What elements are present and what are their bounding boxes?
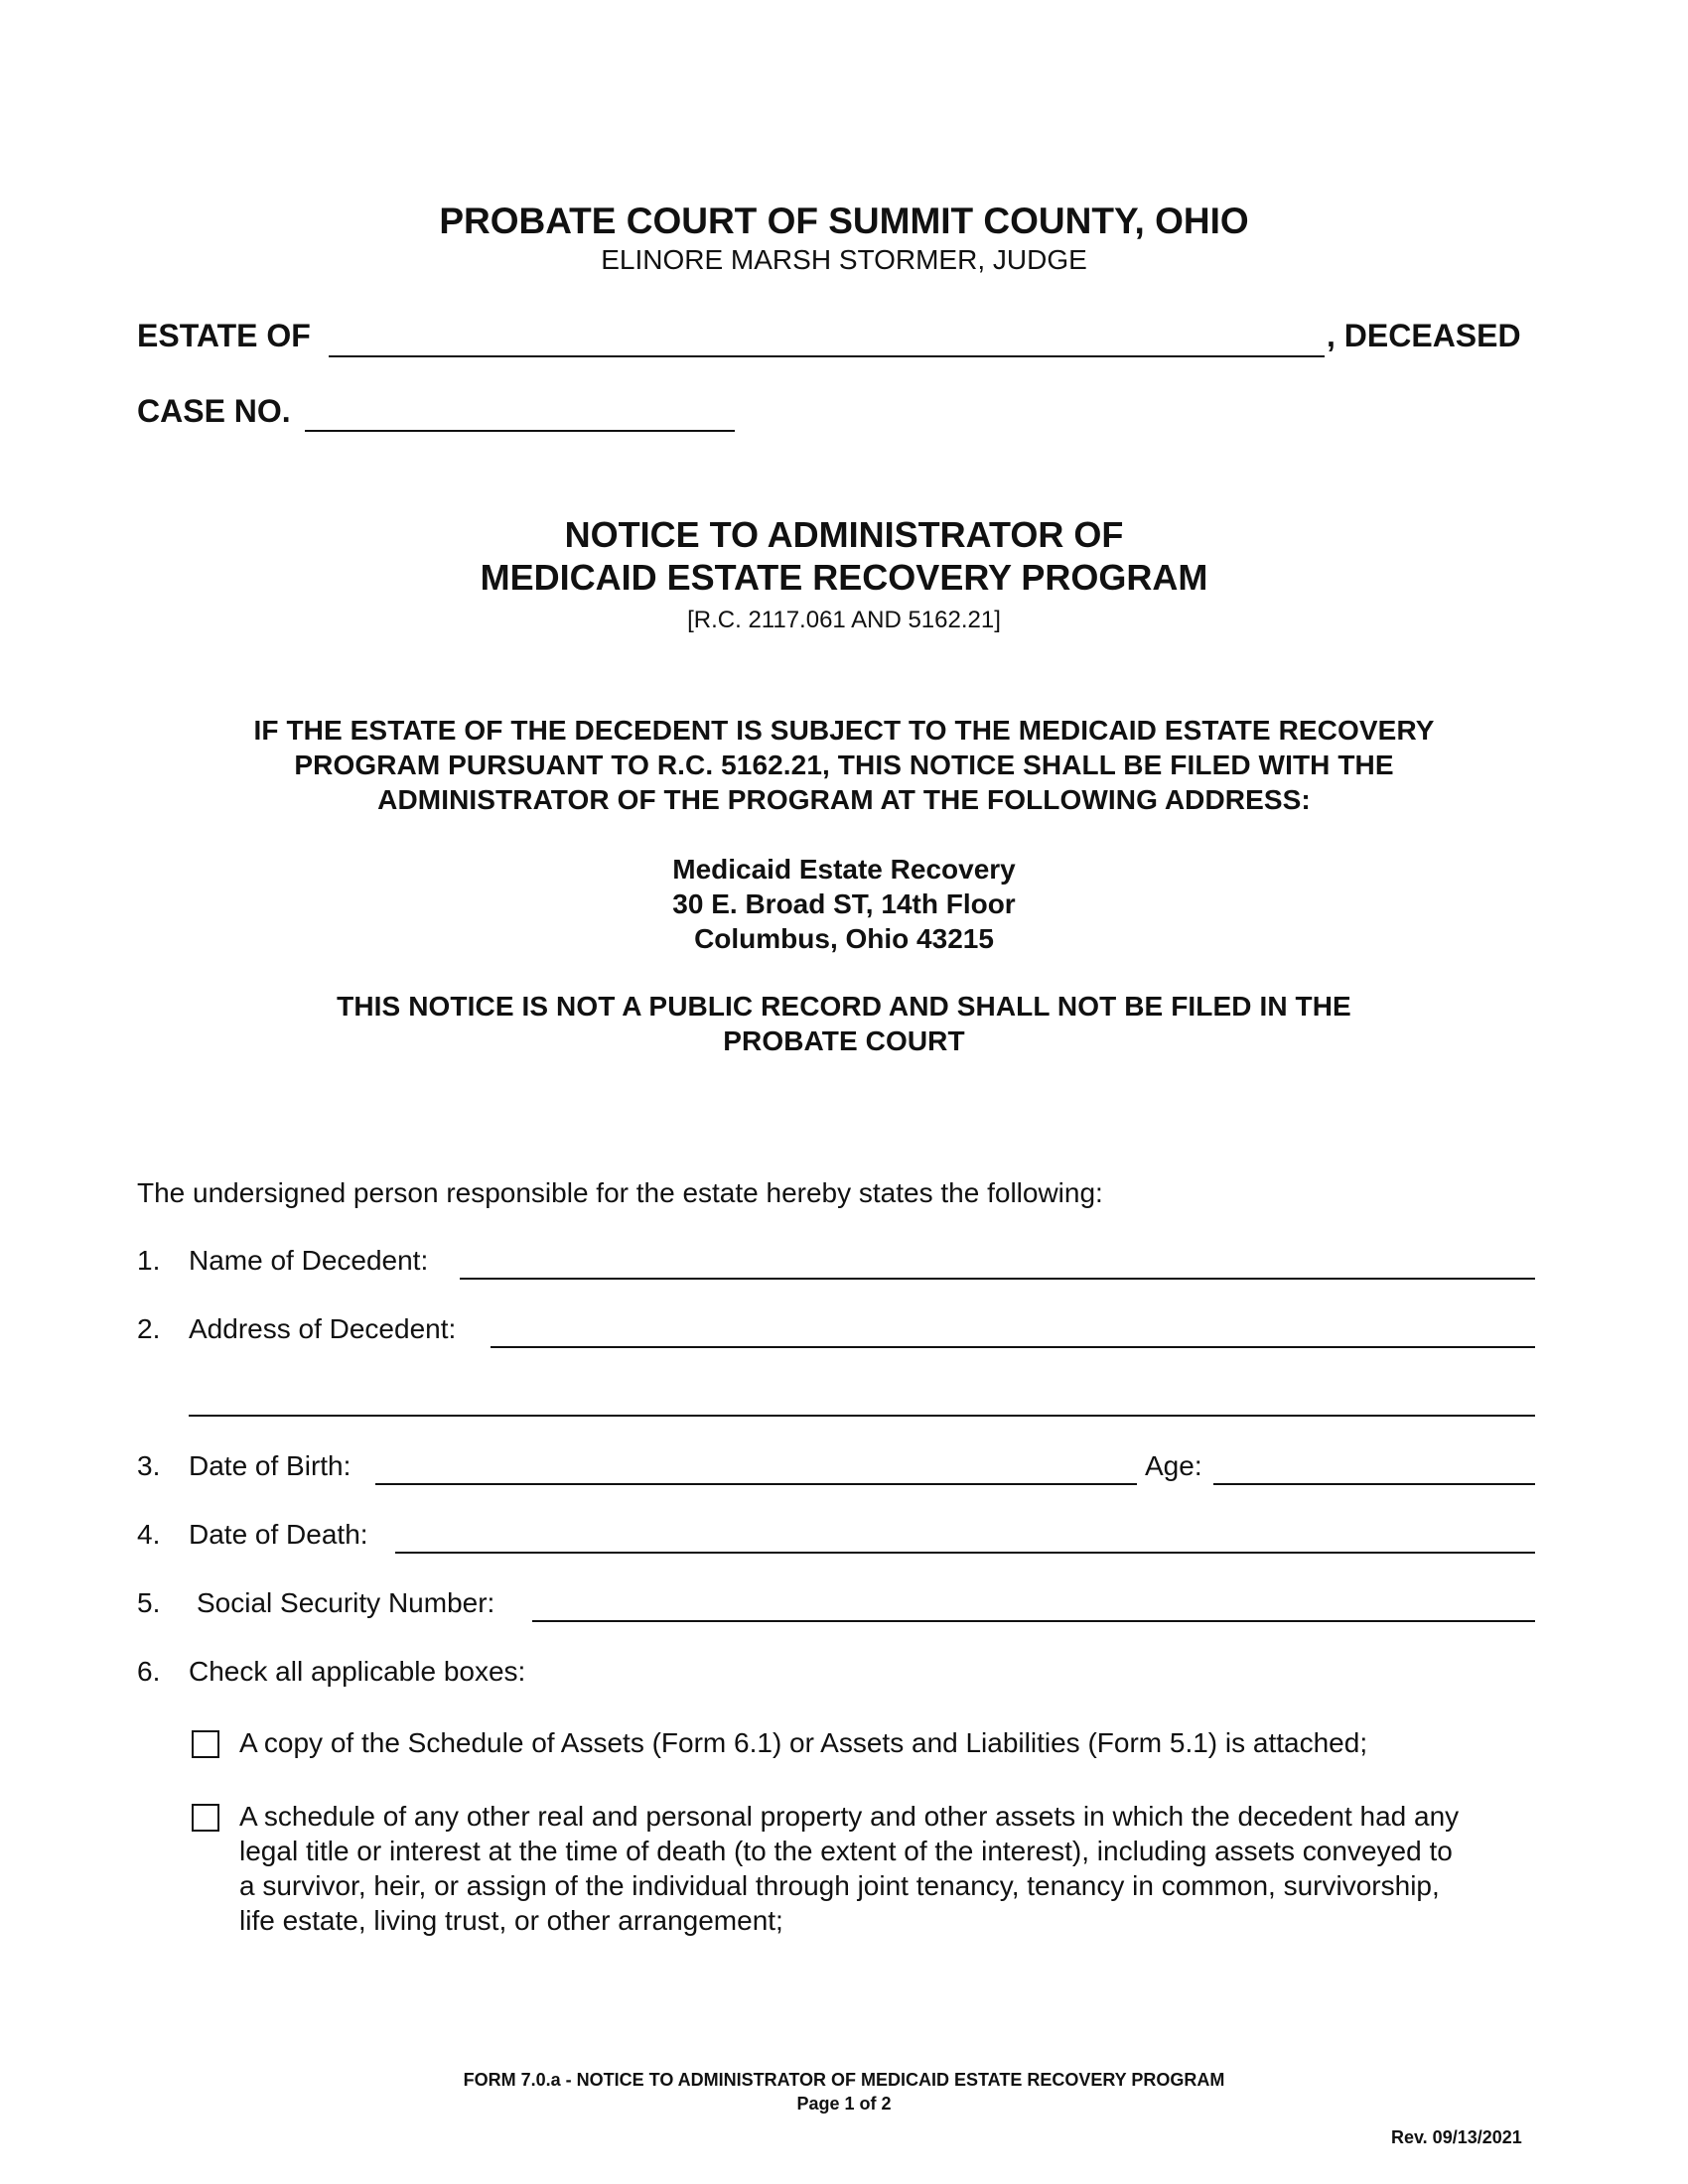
- deceased-label: , DECEASED: [1327, 318, 1521, 353]
- notice-title-line1: NOTICE TO ADMINISTRATOR OF: [564, 514, 1124, 555]
- case-no-field[interactable]: [305, 430, 735, 432]
- statement-intro: The undersigned person responsible for the estate hereby states the following:: [137, 1177, 1103, 1208]
- social-security-field[interactable]: [532, 1620, 1535, 1622]
- date-of-death-field[interactable]: [395, 1552, 1535, 1554]
- other-assets-text-line4: life estate, living trust, or other arrangement;: [239, 1905, 783, 1936]
- court-title: PROBATE COURT OF SUMMIT COUNTY, OHIO: [439, 201, 1249, 241]
- judge-name: ELINORE MARSH STORMER, JUDGE: [601, 244, 1087, 275]
- not-public-line2: PROBATE COURT: [723, 1025, 965, 1056]
- address-name: Medicaid Estate Recovery: [672, 854, 1016, 885]
- other-assets-text-line2: legal title or interest at the time of death (to the extent of the interest), including assets conveyed to: [239, 1836, 1453, 1866]
- other-assets-text-line3: a survivor, heir, or assign of the individual through joint tenancy, tenancy in common, survivorship,: [239, 1870, 1440, 1901]
- other-assets-text-line1: A schedule of any other real and personal property and other assets in which the decedent had any: [239, 1801, 1460, 1832]
- item-3-number: 3.: [137, 1450, 161, 1481]
- date-of-birth-label: Date of Birth:: [189, 1450, 352, 1481]
- check-boxes-label: Check all applicable boxes:: [189, 1656, 526, 1687]
- age-label: Age:: [1145, 1450, 1202, 1481]
- item-2-number: 2.: [137, 1313, 161, 1344]
- address-of-decedent-label: Address of Decedent:: [189, 1313, 457, 1344]
- address-city: Columbus, Ohio 43215: [694, 923, 994, 954]
- not-public-line1: THIS NOTICE IS NOT A PUBLIC RECORD AND SHALL NOT BE FILED IN THE: [337, 991, 1351, 1022]
- notice-title-line2: MEDICAID ESTATE RECOVERY PROGRAM: [480, 557, 1208, 598]
- date-of-birth-field[interactable]: [375, 1483, 1137, 1485]
- instruction-line2: PROGRAM PURSUANT TO R.C. 5162.21, THIS NOTICE SHALL BE FILED WITH THE: [294, 750, 1394, 780]
- footer-page-number: Page 1 of 2: [796, 2094, 892, 2114]
- name-of-decedent-field[interactable]: [460, 1278, 1535, 1280]
- schedule-of-assets-text: A copy of the Schedule of Assets (Form 6.1) or Assets and Liabilities (Form 5.1) is attached;: [239, 1727, 1368, 1758]
- date-of-death-label: Date of Death:: [189, 1519, 368, 1550]
- footer-form-title: FORM 7.0.a - NOTICE TO ADMINISTRATOR OF MEDICAID ESTATE RECOVERY PROGRAM: [463, 2070, 1225, 2090]
- other-assets-checkbox[interactable]: [192, 1804, 219, 1832]
- estate-name-field[interactable]: [329, 355, 1325, 357]
- item-6-number: 6.: [137, 1656, 161, 1687]
- social-security-label: Social Security Number:: [197, 1587, 495, 1618]
- address-street: 30 E. Broad ST, 14th Floor: [672, 888, 1016, 919]
- case-no-label: CASE NO.: [137, 393, 291, 429]
- address-of-decedent-field[interactable]: [491, 1346, 1535, 1348]
- instruction-line3: ADMINISTRATOR OF THE PROGRAM AT THE FOLLOWING ADDRESS:: [377, 784, 1311, 815]
- estate-of-label: ESTATE OF: [137, 318, 311, 353]
- item-5-number: 5.: [137, 1587, 161, 1618]
- age-field[interactable]: [1213, 1483, 1535, 1485]
- name-of-decedent-label: Name of Decedent:: [189, 1245, 429, 1276]
- item-4-number: 4.: [137, 1519, 161, 1550]
- footer-revision: Rev. 09/13/2021: [1391, 2127, 1522, 2147]
- instruction-line1: IF THE ESTATE OF THE DECEDENT IS SUBJECT TO THE MEDICAID ESTATE RECOVERY: [253, 715, 1435, 746]
- item-1-number: 1.: [137, 1245, 161, 1276]
- statute-reference: [R.C. 2117.061 AND 5162.21]: [687, 607, 1001, 633]
- address-of-decedent-field-line2[interactable]: [189, 1415, 1535, 1417]
- schedule-of-assets-checkbox[interactable]: [192, 1730, 219, 1758]
